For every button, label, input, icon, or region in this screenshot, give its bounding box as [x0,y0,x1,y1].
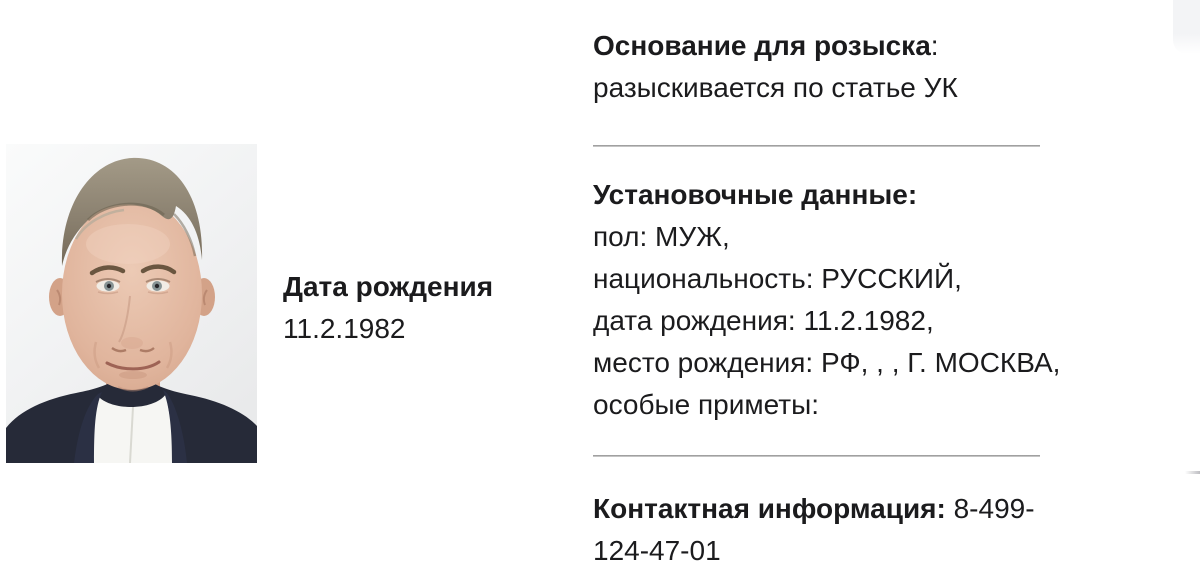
suspect-photo [6,144,257,463]
details-line-sex: пол: МУЖ, [593,221,730,252]
dob-block [283,266,493,350]
details-section-heading: Установочные данные: [593,179,918,210]
section-divider [593,145,1040,147]
dob-label: Дата рождения [283,271,494,302]
suspect-photo-graphic [6,144,257,463]
details-line-nationality: национальность: РУССКИЙ, [593,263,962,294]
adjacent-card-divider-fragment [1185,471,1200,474]
details-line-birthplace: место рождения: РФ, , , Г. МОСКВА, [593,347,1061,378]
details-line-birthdate: дата рождения: 11.2.1982, [593,305,934,336]
reason-label: Основание для розыска [593,30,931,61]
contact-section [593,488,1073,572]
reason-section-heading [593,25,1073,67]
contact-label: Контактная информация: [593,493,946,524]
reason-value: разыскивается по статье УК [593,72,958,103]
adjacent-card-edge [1173,0,1200,54]
reason-colon: : [930,30,939,61]
details-line-marks: особые приметы: [593,389,819,420]
section-divider [593,455,1040,457]
contact-phone-line2: 124-47-01 [593,535,721,566]
wanted-info-column [593,0,1073,572]
dob-value: 11.2.1982 [283,313,406,344]
contact-phone-line1: 8-499- [953,493,1035,524]
